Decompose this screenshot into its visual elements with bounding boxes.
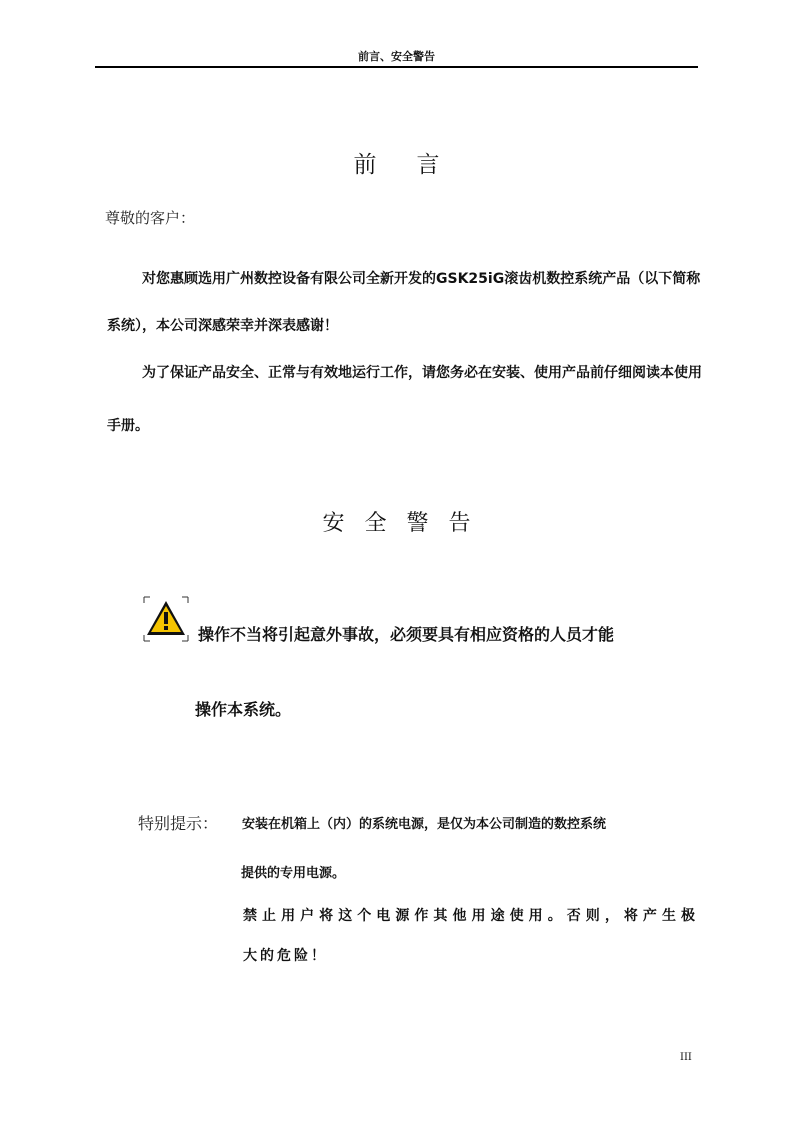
greeting: 尊敬的客户： [105, 209, 196, 227]
notice-line-1: 安装在机箱上（内）的系统电源，是仅为本公司制造的数控系统 [242, 817, 607, 832]
warning-text-line-2: 操作本系统。 [195, 700, 292, 719]
notice-line-3: 禁止用户将这个电源作其他用途使用。否则，将产生极 [243, 908, 698, 924]
preface-paragraph-2: 为了保证产品安全、正常与有效地运行工作，请您务必在安装、使用产品前仔细阅读本使用手册。 [107, 365, 702, 434]
preface-title: 前言 [353, 152, 480, 178]
warning-text-line-1: 操作不当将引起意外事故，必须要具有相应资格的人员才能 [198, 625, 615, 644]
header-title: 前言、安全警告 [358, 50, 435, 63]
page-number: III [680, 1052, 692, 1063]
preface-paragraph-1: 对您惠顾选用广州数控设备有限公司全新开发的GSK25iG滚齿机数控系统产品（以下简称系统），本公司深感荣幸并深表感谢！ [107, 271, 701, 334]
notice-line-4: 大的危险！ [243, 948, 328, 964]
warning-triangle-icon [143, 596, 189, 642]
safety-title: 安全警告 [322, 511, 491, 536]
notice-label: 特别提示： [138, 814, 219, 833]
header-rule [95, 66, 698, 68]
notice-line-2: 提供的专用电源。 [241, 866, 346, 881]
